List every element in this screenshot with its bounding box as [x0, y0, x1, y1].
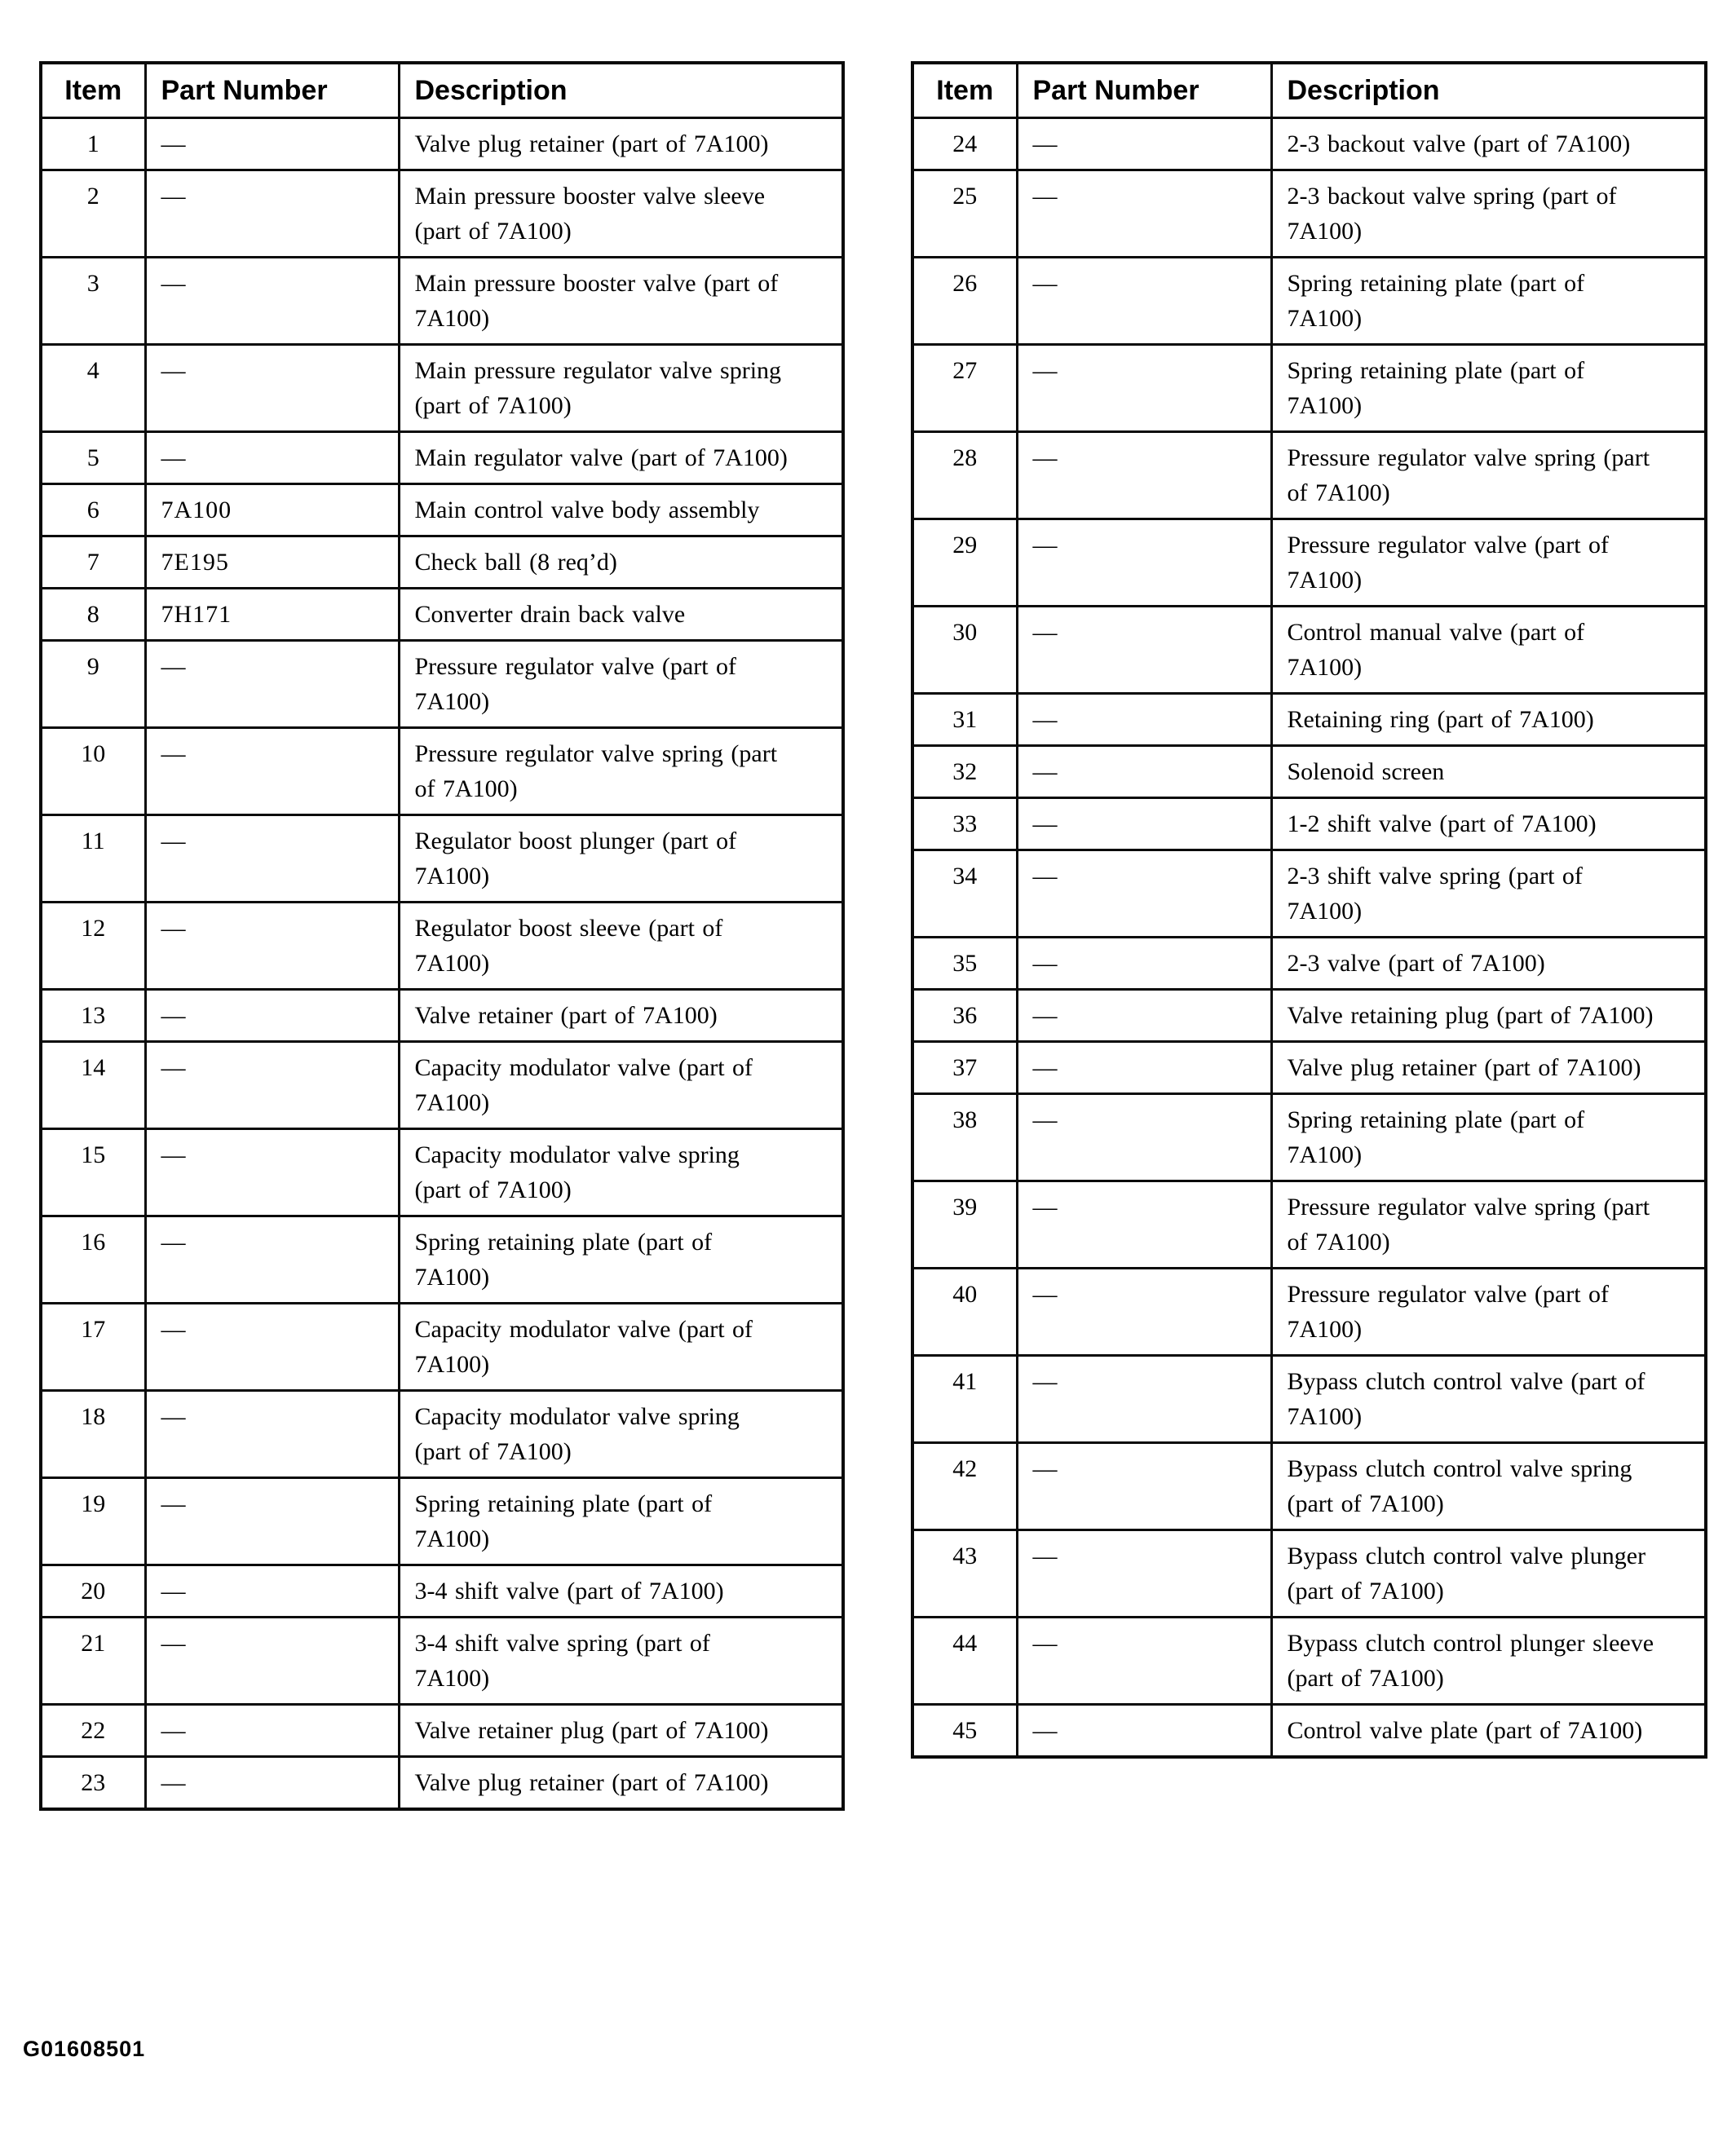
item-cell: 27 [912, 345, 1017, 432]
table-row [912, 798, 1706, 850]
part-number-cell: — [1017, 258, 1271, 345]
table-row [41, 903, 843, 990]
table-row [41, 589, 843, 641]
description-cell: Valve retainer plug (part of 7A100) [399, 1705, 843, 1757]
item-cell: 22 [41, 1705, 145, 1757]
parts-table-left [39, 61, 845, 1811]
table-row [41, 815, 843, 903]
part-number-cell: — [1017, 170, 1271, 258]
item-cell: 13 [41, 990, 145, 1042]
table-row [912, 1705, 1706, 1758]
part-number-cell: — [145, 990, 399, 1042]
item-cell: 41 [912, 1356, 1017, 1443]
item-cell: 8 [41, 589, 145, 641]
part-number-cell: — [145, 1705, 399, 1757]
part-number-cell: — [1017, 432, 1271, 519]
description-cell: 1-2 shift valve (part of 7A100) [1271, 798, 1706, 850]
column-header-description: Description [399, 63, 843, 118]
part-number-cell: — [1017, 798, 1271, 850]
part-number-cell: — [145, 1216, 399, 1304]
parts-table-right [911, 61, 1707, 1759]
item-cell: 12 [41, 903, 145, 990]
description-cell: Pressure regulator valve (part of 7A100) [1271, 1269, 1706, 1356]
part-number-cell: — [1017, 607, 1271, 694]
item-cell: 2 [41, 170, 145, 258]
table-row [912, 258, 1706, 345]
item-cell: 37 [912, 1042, 1017, 1094]
table-row [912, 345, 1706, 432]
column-header-part-number: Part Number [1017, 63, 1271, 118]
description-cell: Spring retaining plate (part of 7A100) [399, 1478, 843, 1565]
description-cell: Capacity modulator valve spring (part of 7A100) [399, 1391, 843, 1478]
table-row [912, 850, 1706, 938]
table-row [912, 118, 1706, 170]
description-cell: Spring retaining plate (part of 7A100) [399, 1216, 843, 1304]
part-number-cell: — [1017, 519, 1271, 607]
table-row [912, 1094, 1706, 1181]
item-cell: 39 [912, 1181, 1017, 1269]
part-number-cell: — [1017, 1705, 1271, 1758]
table-row [41, 1565, 843, 1618]
table-row [41, 536, 843, 589]
table-row [41, 484, 843, 536]
item-cell: 38 [912, 1094, 1017, 1181]
description-cell: Regulator boost plunger (part of 7A100) [399, 815, 843, 903]
item-cell: 40 [912, 1269, 1017, 1356]
part-number-cell: — [145, 170, 399, 258]
item-cell: 44 [912, 1618, 1017, 1705]
item-cell: 43 [912, 1530, 1017, 1618]
table-row [41, 170, 843, 258]
item-cell: 24 [912, 118, 1017, 170]
table-row [41, 1478, 843, 1565]
table-row [912, 1618, 1706, 1705]
description-cell: Pressure regulator valve (part of 7A100) [399, 641, 843, 728]
part-number-cell: — [145, 1757, 399, 1810]
description-cell: Bypass clutch control plunger sleeve (part of 7A100) [1271, 1618, 1706, 1705]
part-number-cell: — [145, 1129, 399, 1216]
item-cell: 33 [912, 798, 1017, 850]
part-number-cell: — [145, 1391, 399, 1478]
table-row [912, 938, 1706, 990]
description-cell: Pressure regulator valve (part of 7A100) [1271, 519, 1706, 607]
part-number-cell: — [145, 1042, 399, 1129]
item-cell: 16 [41, 1216, 145, 1304]
part-number-cell: — [1017, 850, 1271, 938]
part-number-cell: — [145, 258, 399, 345]
item-cell: 20 [41, 1565, 145, 1618]
table-row [41, 990, 843, 1042]
part-number-cell: — [1017, 1269, 1271, 1356]
description-cell: Main control valve body assembly [399, 484, 843, 536]
item-cell: 26 [912, 258, 1017, 345]
description-cell: Valve plug retainer (part of 7A100) [1271, 1042, 1706, 1094]
part-number-cell: — [145, 728, 399, 815]
item-cell: 19 [41, 1478, 145, 1565]
item-cell: 15 [41, 1129, 145, 1216]
table-row [912, 1530, 1706, 1618]
description-cell: Capacity modulator valve (part of 7A100) [399, 1042, 843, 1129]
description-cell: 3-4 shift valve spring (part of 7A100) [399, 1618, 843, 1705]
description-cell: Converter drain back valve [399, 589, 843, 641]
part-number-cell: — [1017, 1443, 1271, 1530]
description-cell: Main pressure booster valve (part of 7A100) [399, 258, 843, 345]
description-cell: Main regulator valve (part of 7A100) [399, 432, 843, 484]
part-number-cell: — [145, 345, 399, 432]
part-number-cell: — [1017, 1530, 1271, 1618]
description-cell: Capacity modulator valve spring (part of 7A100) [399, 1129, 843, 1216]
part-number-cell: — [145, 1618, 399, 1705]
table-row [912, 694, 1706, 746]
description-cell: Pressure regulator valve spring (part of 7A100) [399, 728, 843, 815]
table-row [41, 641, 843, 728]
item-cell: 36 [912, 990, 1017, 1042]
table-row [912, 170, 1706, 258]
table-row [912, 746, 1706, 798]
table-row [41, 1216, 843, 1304]
description-cell: Check ball (8 req’d) [399, 536, 843, 589]
table-row [41, 1757, 843, 1810]
description-cell: Retaining ring (part of 7A100) [1271, 694, 1706, 746]
table-row [912, 432, 1706, 519]
part-number-cell: — [145, 432, 399, 484]
table-row [41, 1129, 843, 1216]
table-row [41, 1705, 843, 1757]
column-header-part-number: Part Number [145, 63, 399, 118]
description-cell: Spring retaining plate (part of 7A100) [1271, 258, 1706, 345]
part-number-cell: — [1017, 1618, 1271, 1705]
description-cell: Main pressure booster valve sleeve (part of 7A100) [399, 170, 843, 258]
description-cell: Valve retainer (part of 7A100) [399, 990, 843, 1042]
table-row [41, 345, 843, 432]
description-cell: Regulator boost sleeve (part of 7A100) [399, 903, 843, 990]
item-cell: 32 [912, 746, 1017, 798]
table-row [912, 1356, 1706, 1443]
item-cell: 7 [41, 536, 145, 589]
item-cell: 35 [912, 938, 1017, 990]
item-cell: 11 [41, 815, 145, 903]
part-number-cell: — [145, 1565, 399, 1618]
description-cell: Valve plug retainer (part of 7A100) [399, 118, 843, 170]
table-row [41, 432, 843, 484]
description-cell: Bypass clutch control valve spring (part of 7A100) [1271, 1443, 1706, 1530]
item-cell: 17 [41, 1304, 145, 1391]
table-row [912, 990, 1706, 1042]
table-row [41, 258, 843, 345]
header-row [41, 63, 843, 118]
table-row [41, 1391, 843, 1478]
column-header-item: Item [912, 63, 1017, 118]
table-row [41, 118, 843, 170]
description-cell: Pressure regulator valve spring (part of 7A100) [1271, 1181, 1706, 1269]
column-header-item: Item [41, 63, 145, 118]
part-number-cell: — [1017, 1094, 1271, 1181]
part-number-cell: — [1017, 1181, 1271, 1269]
part-number-cell: — [1017, 1356, 1271, 1443]
item-cell: 14 [41, 1042, 145, 1129]
part-number-cell: 7E195 [145, 536, 399, 589]
part-number-cell: — [1017, 938, 1271, 990]
item-cell: 29 [912, 519, 1017, 607]
item-cell: 3 [41, 258, 145, 345]
item-cell: 10 [41, 728, 145, 815]
table-row [41, 1618, 843, 1705]
table-row [912, 1042, 1706, 1094]
description-cell: 2-3 shift valve spring (part of 7A100) [1271, 850, 1706, 938]
figure-id: G01608501 [23, 2037, 146, 2061]
description-cell: Bypass clutch control valve plunger (part of 7A100) [1271, 1530, 1706, 1618]
description-cell: Main pressure regulator valve spring (part of 7A100) [399, 345, 843, 432]
item-cell: 34 [912, 850, 1017, 938]
part-number-cell: — [145, 815, 399, 903]
description-cell: Pressure regulator valve spring (part of 7A100) [1271, 432, 1706, 519]
part-number-cell: — [1017, 345, 1271, 432]
part-number-cell: — [1017, 990, 1271, 1042]
item-cell: 45 [912, 1705, 1017, 1758]
table-row [41, 1304, 843, 1391]
table-row [912, 1443, 1706, 1530]
part-number-cell: — [145, 641, 399, 728]
description-cell: Control valve plate (part of 7A100) [1271, 1705, 1706, 1758]
item-cell: 6 [41, 484, 145, 536]
table-row [912, 1269, 1706, 1356]
part-number-cell: 7A100 [145, 484, 399, 536]
description-cell: 2-3 valve (part of 7A100) [1271, 938, 1706, 990]
part-number-cell: — [145, 1478, 399, 1565]
part-number-cell: — [145, 118, 399, 170]
table-row [912, 607, 1706, 694]
description-cell: Control manual valve (part of 7A100) [1271, 607, 1706, 694]
item-cell: 5 [41, 432, 145, 484]
item-cell: 30 [912, 607, 1017, 694]
description-cell: Spring retaining plate (part of 7A100) [1271, 345, 1706, 432]
table-row [41, 1042, 843, 1129]
item-cell: 21 [41, 1618, 145, 1705]
part-number-cell: 7H171 [145, 589, 399, 641]
description-cell: 2-3 backout valve (part of 7A100) [1271, 118, 1706, 170]
item-cell: 9 [41, 641, 145, 728]
item-cell: 28 [912, 432, 1017, 519]
description-cell: Solenoid screen [1271, 746, 1706, 798]
description-cell: Capacity modulator valve (part of 7A100) [399, 1304, 843, 1391]
column-header-description: Description [1271, 63, 1706, 118]
header-row [912, 63, 1706, 118]
description-cell: 3-4 shift valve (part of 7A100) [399, 1565, 843, 1618]
table-row [912, 1181, 1706, 1269]
part-number-cell: — [1017, 694, 1271, 746]
part-number-cell: — [145, 903, 399, 990]
item-cell: 23 [41, 1757, 145, 1810]
item-cell: 25 [912, 170, 1017, 258]
description-cell: Bypass clutch control valve (part of 7A100) [1271, 1356, 1706, 1443]
description-cell: 2-3 backout valve spring (part of 7A100) [1271, 170, 1706, 258]
item-cell: 4 [41, 345, 145, 432]
table-row [912, 519, 1706, 607]
item-cell: 42 [912, 1443, 1017, 1530]
description-cell: Valve retaining plug (part of 7A100) [1271, 990, 1706, 1042]
item-cell: 18 [41, 1391, 145, 1478]
item-cell: 31 [912, 694, 1017, 746]
item-cell: 1 [41, 118, 145, 170]
part-number-cell: — [145, 1304, 399, 1391]
part-number-cell: — [1017, 118, 1271, 170]
description-cell: Valve plug retainer (part of 7A100) [399, 1757, 843, 1810]
description-cell: Spring retaining plate (part of 7A100) [1271, 1094, 1706, 1181]
part-number-cell: — [1017, 746, 1271, 798]
part-number-cell: — [1017, 1042, 1271, 1094]
table-row [41, 728, 843, 815]
